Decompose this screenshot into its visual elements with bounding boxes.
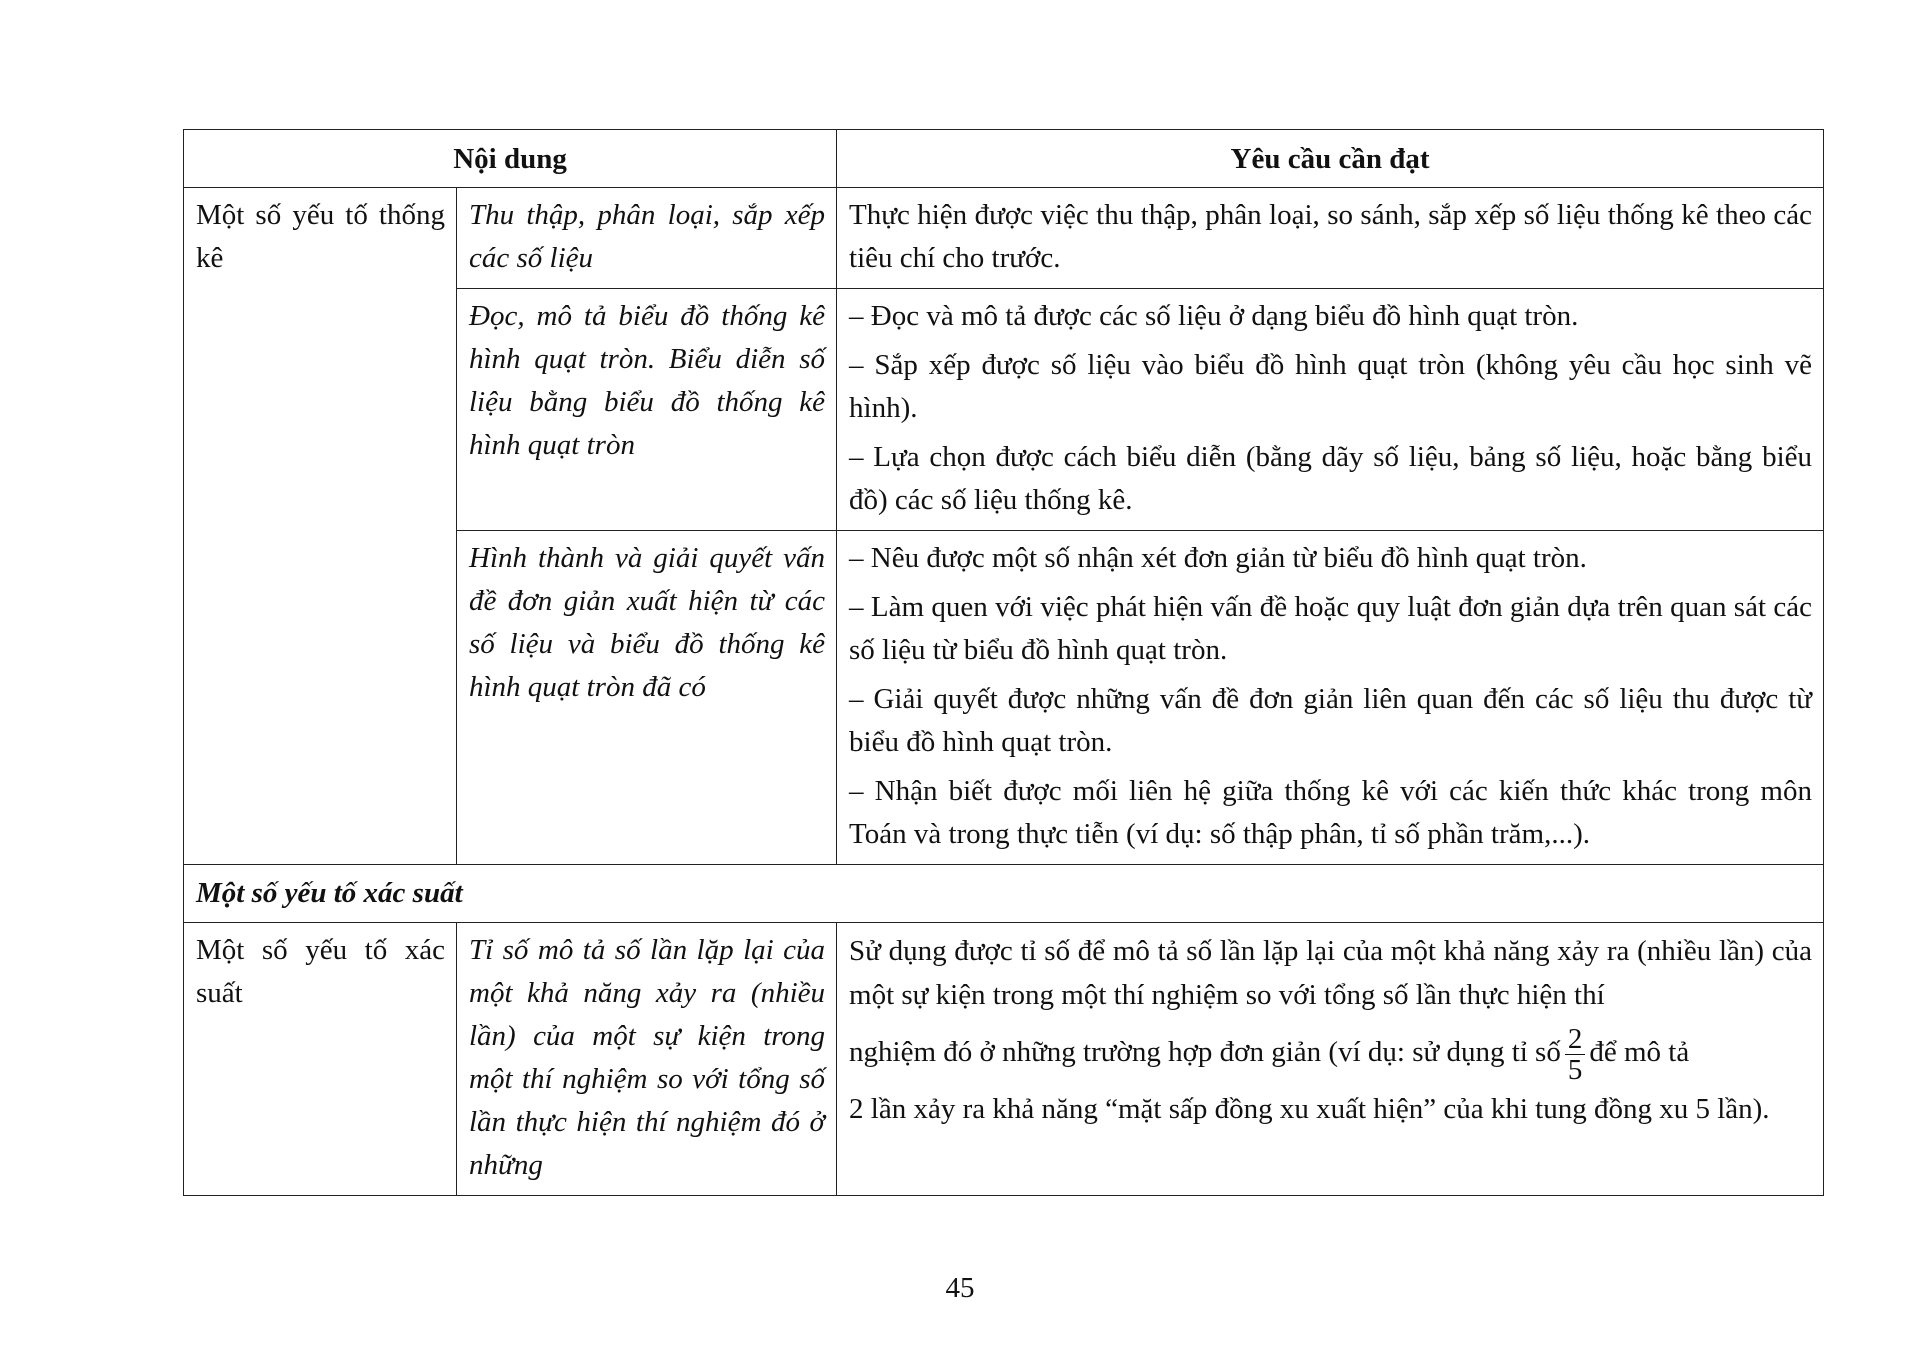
content-cell: Đọc, mô tả biểu đồ thống kê hình quạt tròn. Biểu diễn số liệu bằng biểu đồ thống kê hình quạt tròn (457, 289, 837, 531)
page-number: 45 (945, 1272, 975, 1304)
requirement-item: Thực hiện được việc thu thập, phân loại, so sánh, sắp xếp số liệu thống kê theo các tiêu chí cho trước. (849, 199, 1812, 274)
content-cell: Tỉ số mô tả số lần lặp lại của một khả năng xảy ra (nhiều lần) của một sự kiện trong một thí nghiệm so với tổng số lần thực hiện thí nghiệm đó ở những (457, 923, 837, 1196)
header-content: Nội dung (184, 130, 837, 188)
requirement-text: để mô tả (1589, 1036, 1690, 1068)
requirement-fraction-line (849, 1017, 1812, 1087)
requirement-item: – Giải quyết được những vấn đề đơn giản liên quan đến các số liệu thu được từ biểu đồ hình quạt tròn. (849, 683, 1812, 758)
requirements-cell (837, 188, 1824, 289)
requirement-text: 2 lần xảy ra khả năng “mặt sấp đồng xu xuất hiện” của khi tung đồng xu 5 lần). (849, 1093, 1770, 1125)
table-row (184, 188, 1824, 289)
requirement-item: – Làm quen với việc phát hiện vấn đề hoặc quy luật đơn giản dựa trên quan sát các số liệu từ biểu đồ hình quạt tròn. (849, 591, 1812, 666)
requirements-cell (837, 531, 1824, 865)
requirements-cell (837, 923, 1824, 1196)
requirement-item: – Lựa chọn được cách biểu diễn (bằng dãy số liệu, bảng số liệu, hoặc bằng biểu đồ) các số liệu thống kê. (849, 441, 1812, 516)
topic-probability: Một số yếu tố xác suất (184, 923, 457, 1196)
content-cell: Thu thập, phân loại, sắp xếp các số liệu (457, 188, 837, 289)
requirement-item: – Nêu được một số nhận xét đơn giản từ biểu đồ hình quạt tròn. (849, 542, 1587, 574)
header-requirements: Yêu cầu cần đạt (837, 130, 1824, 188)
requirements-cell (837, 289, 1824, 531)
fraction (1565, 1024, 1586, 1085)
requirement-text: nghiệm đó ở những trường hợp đơn giản (ví dụ: sử dụng tỉ số (849, 1036, 1561, 1068)
requirement-item: – Sắp xếp được số liệu vào biểu đồ hình quạt tròn (không yêu cầu học sinh vẽ hình). (849, 349, 1812, 424)
fraction-denominator: 5 (1567, 1053, 1583, 1086)
topic-statistics: Một số yếu tố thống kê (184, 188, 457, 865)
requirement-text: Sử dụng được tỉ số để mô tả số lần lặp lại của một khả năng xảy ra (nhiều lần) của một sự kiện trong một thí nghiệm so với tổng số lần thực hiện thí (849, 935, 1812, 1011)
table-header-row (184, 130, 1824, 188)
requirement-item: – Đọc và mô tả được các số liệu ở dạng biểu đồ hình quạt tròn. (849, 300, 1579, 332)
section-heading-row (184, 865, 1824, 923)
section-title-probability: Một số yếu tố xác suất (184, 865, 1824, 923)
content-cell: Hình thành và giải quyết vấn đề đơn giản xuất hiện từ các số liệu và biểu đồ thống kê hình quạt tròn đã có (457, 531, 837, 865)
requirement-item: – Nhận biết được mối liên hệ giữa thống kê với các kiến thức khác trong môn Toán và trong thực tiễn (ví dụ: số thập phân, tỉ số phần trăm,...). (849, 775, 1812, 850)
fraction-numerator: 2 (1565, 1024, 1586, 1055)
curriculum-table (183, 129, 1824, 1196)
table-row (184, 923, 1824, 1196)
